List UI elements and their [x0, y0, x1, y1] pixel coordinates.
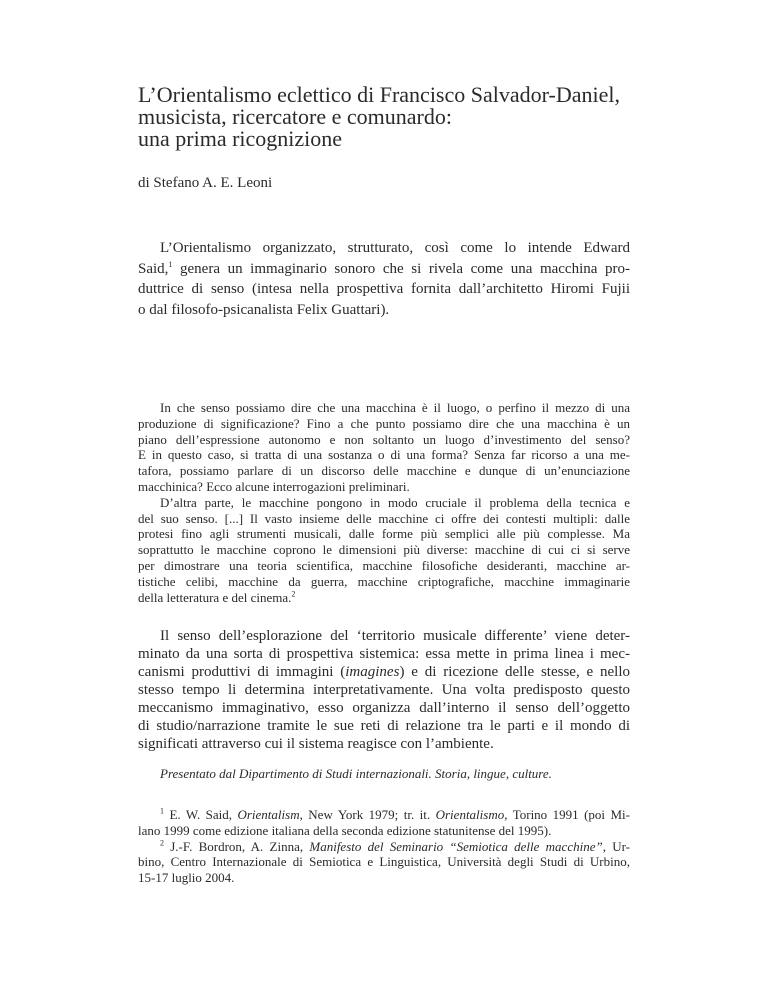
title-line: L’Orientalismo eclettico di Francisco Salvador-Daniel, — [138, 82, 620, 107]
italic-run: Manifesto del Seminario “Semiotica delle macchine” — [309, 838, 603, 854]
text-line — [138, 400, 630, 416]
text-run: tafora, possiamo parlare di un discorso delle macchine e dunque di un’enunciazione — [138, 463, 630, 479]
text-line — [138, 870, 630, 886]
text-line — [138, 590, 630, 606]
article-title — [138, 84, 630, 150]
text-run: E in questo caso, si tratta di una sostanza o di una forma? Senza far ricorso a una me- — [138, 447, 630, 463]
presented-by-note: Presentato dal Dipartimento di Studi internazionali. Storia, lingue, culture. — [160, 766, 552, 781]
text-line — [138, 526, 630, 542]
text-line — [138, 735, 630, 753]
text-run: del suo senso. [...] Il vasto insieme delle macchine ci offre dei contesti multipli: dalle — [138, 510, 630, 526]
text-run: , Torino 1991 (poi Mi- — [504, 807, 630, 822]
italic-run: Orientalism — [237, 807, 300, 822]
text-run: produzione di significazione? Fino a che punto possiamo dire che una macchina è un — [138, 415, 630, 431]
body-paragraph — [138, 627, 630, 753]
text-line — [138, 699, 630, 717]
text-line — [138, 463, 630, 479]
block-quote — [138, 400, 630, 605]
text-line — [138, 645, 630, 663]
text-line — [138, 432, 630, 448]
article-author: di Stefano A. E. Leoni — [138, 175, 273, 191]
title-line: musicista, ricercatore e comunardo: — [138, 104, 452, 129]
footnote-marker: 1 — [160, 806, 164, 816]
text-line — [138, 479, 630, 495]
text-run: , New York 1979; tr. it. — [299, 807, 436, 822]
text-line — [138, 839, 630, 855]
text-run: L’Orientalismo organizzato, strutturato, così come lo intende Edward — [160, 240, 630, 256]
text-run: , Ur- — [602, 838, 630, 854]
text-line — [138, 238, 630, 259]
text-run: minato da una sorta di prospettiva sistemica: essa mette in prima linea i mec- — [138, 646, 630, 662]
text-line — [138, 717, 630, 735]
text-run: duttrice di senso (intesa nella prospettiva fornita dall’architetto Hiromi Fujii — [138, 281, 630, 298]
text-run: tistiche celibi, macchine da guerra, macchine criptografiche, macchine immaginarie — [138, 573, 630, 589]
text-run: o dal filosofo-psicanalista Felix Guattari). — [138, 302, 390, 319]
text-run: genera un immaginario sonoro che si rivela come una macchina pro- — [172, 260, 630, 277]
text-line — [138, 542, 630, 558]
text-line — [138, 807, 630, 823]
footnote-marker: 2 — [160, 838, 164, 848]
text-line — [138, 259, 630, 280]
text-run: della letteratura e del cinema. — [138, 589, 292, 605]
text-run: Said, — [138, 260, 169, 277]
text-run: canismi produttivi di immagini ( — [138, 664, 346, 680]
text-run: lano 1999 come edizione italiana della seconda edizione statunitense del 1995). — [138, 822, 552, 838]
text-line — [138, 511, 630, 527]
text-run: 15-17 luglio 2004. — [138, 870, 235, 886]
text-run: Il senso dell’esplorazione del ‘territorio musicale differente’ viene deter- — [160, 628, 630, 644]
text-line — [138, 300, 630, 321]
text-line — [138, 558, 630, 574]
text-run: ) e di ricezione delle stesse, e nello — [399, 664, 631, 680]
text-line — [138, 823, 630, 839]
text-line — [138, 854, 630, 870]
text-line — [138, 663, 630, 681]
title-line: una prima ricognizione — [138, 126, 343, 151]
text-run: In che senso possiamo dire che una macchina è il luogo, o perfino il mezzo di una — [160, 400, 630, 415]
text-line — [138, 681, 630, 699]
text-run: stesso tempo li determina interpretativamente. Una volta predisposto questo — [138, 682, 630, 698]
text-line — [138, 495, 630, 511]
text-run: protesi fino agli strumenti musicali, dalle forme più semplici alle più complesse. Ma — [138, 526, 630, 542]
text-run: E. W. Said, — [164, 807, 238, 822]
text-run: J.-F. Bordron, A. Zinna, — [164, 838, 310, 854]
text-run: bino, Centro Internazionale di Semiotica e Linguistica, Università degli Studi di Urbino, — [138, 854, 630, 870]
footnotes — [138, 807, 630, 886]
text-run: per dimostrare una teoria scientifica, macchine filosofiche desideranti, macchine ar- — [138, 557, 630, 573]
text-line — [138, 447, 630, 463]
footnote-marker: 1 — [168, 259, 173, 269]
text-line — [138, 574, 630, 590]
text-run: meccanismo immaginativo, esso organizza dall’interno il senso dell’oggetto — [138, 700, 630, 716]
italic-run: Orientalismo — [435, 807, 505, 822]
text-run: D’altra parte, le macchine pongono in modo cruciale il problema della tecnica e — [160, 494, 630, 510]
text-line — [138, 416, 630, 432]
text-line — [138, 279, 630, 300]
text-run: macchinica? Ecco alcune interrogazioni preliminari. — [138, 478, 410, 494]
text-run: soprattutto le macchine coprono le dimensioni più diverse: macchine di cui ci si serve — [138, 542, 630, 558]
footnote-marker: 2 — [291, 589, 296, 599]
text-run: di studio/narrazione tramite le sue reti di relazione tra le parti e il mondo di — [138, 718, 630, 734]
intro-paragraph — [138, 238, 630, 321]
text-run: significati attraverso cui il sistema reagisce con l’ambiente. — [138, 736, 494, 752]
text-line — [138, 627, 630, 645]
text-run: piano dell’espressione autonomo e non soltanto un luogo d’investimento del senso? — [138, 431, 630, 447]
italic-run: imagines — [345, 664, 400, 680]
